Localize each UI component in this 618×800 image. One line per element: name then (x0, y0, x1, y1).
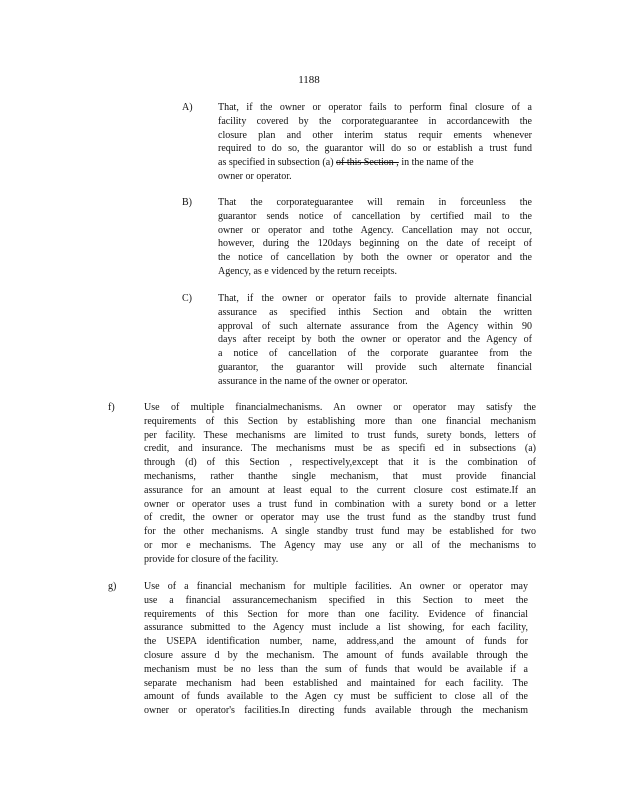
text-line: credit, and insurance. The mechanisms must be as specifi ed in subsections (a) (144, 443, 536, 455)
text-line: closure plan and other interim status requir ements whenever (218, 129, 532, 141)
text-line: facility covered by the corporateguarantee in accordancewith the (218, 115, 532, 127)
text-line: mechanisms, rather thanthe single mechanism, that must provide financial (144, 470, 536, 482)
text-line: for the other mechanisms. A single standby trust fund may be established for two (144, 526, 536, 538)
text-line: mechanism must be no less than the sum of funds that would be available if a (144, 663, 528, 675)
text-line: requirements of this Section by establishing more than one financial mechanism (144, 415, 536, 427)
text-line: separate mechanism had been established and maintained for each facility. The (144, 677, 528, 689)
text-line-with-strike (218, 156, 532, 170)
item-label: B) (182, 197, 192, 208)
text-line: guarantor, the guarantor will provide such alternate financial (218, 361, 532, 373)
text-line: That, if the owner or operator fails to perform final closure of a (218, 102, 532, 113)
text-line: Use of a financial mechanism for multiple facilities. An owner or operator may (144, 581, 528, 592)
page-number: 1188 (298, 74, 320, 86)
text-line: required to do so, the guarantor will do so or establish a trust fund (218, 143, 532, 155)
item-text (144, 580, 528, 718)
text-line: however, during the 120days beginning on the date of receipt of (218, 238, 532, 250)
text-line: per facility. These mechanisms are limited to trust funds, surety bonds, letters of (144, 429, 536, 441)
text-line: a notice of cancellation of the corporate guarantee from the (218, 348, 532, 360)
item-label: A) (182, 102, 193, 113)
text-line: owner or operator uses a trust fund in combination with a surety bond or a letter (144, 498, 536, 510)
text-line: closure assure d by the mechanism. The amount of funds available through the (144, 649, 528, 661)
item-label: C) (182, 293, 192, 304)
text-line: assurance for an amount at least equal to the current closure cost estimate.If an (144, 484, 536, 496)
text-line: Use of multiple financialmechanisms. An owner or operator may satisfy the (144, 402, 536, 413)
text-line: assurance submitted to the Agency must include a list showing, for each facility, (144, 622, 528, 634)
item-label: g) (108, 581, 117, 592)
text-line: through (d) of this Section , respectively,except that it is the combination of (144, 457, 536, 469)
text-line: amount of funds available to the Agen cy must be sufficient to close all of the (144, 691, 528, 703)
item-text (144, 401, 536, 567)
text-line: assurance as specified inthis Section and obtain the written (218, 306, 532, 318)
text-line: That the corporateguarantee will remain in forceunless the (218, 197, 532, 208)
text-line: of credit, the owner or operator may use the trust fund as the standby trust fund (144, 512, 536, 524)
text-line: requirements of this Section for more than one facility. Evidence of financial (144, 608, 528, 620)
text-line: use a financial assurancemechanism specified in this Section to meet the (144, 594, 528, 606)
text-line: days after receipt by both the owner or operator and the Agency of (218, 334, 532, 346)
item-label: f) (108, 402, 115, 413)
item-text (218, 196, 532, 279)
text-segment: as specified in subsection (a) (218, 157, 334, 169)
text-line: owner or operator's facilities.In directing funds available through the mechanism (144, 705, 528, 717)
text-line: That, if the owner or operator fails to provide alternate financial (218, 293, 532, 304)
text-line: the notice of cancellation by both the owner or operator and the (218, 252, 532, 264)
item-text (218, 292, 532, 389)
text-line: or mor e mechanisms. The Agency may use any or all of the mechanisms to (144, 539, 536, 551)
struck-text: of this Section , (336, 157, 399, 169)
item-text (218, 101, 532, 184)
text-segment: in the name of the (398, 157, 474, 169)
text-line: Agency, as e videnced by the return receipts. (218, 265, 397, 277)
text-line: provide for closure of the facility. (144, 553, 279, 565)
text-line: owner or operator. (218, 170, 292, 182)
text-line: owner or operator and tothe Agency. Cancellation may not occur, (218, 224, 532, 236)
text-line: assurance in the name of the owner or operator. (218, 375, 408, 387)
text-line: guarantor sends notice of cancellation by certified mail to the (218, 210, 532, 222)
text-line: the USEPA identification number, name, address,and the amount of funds for (144, 636, 528, 648)
text-line: approval of such alternate assurance from the Agency within 90 (218, 320, 532, 332)
